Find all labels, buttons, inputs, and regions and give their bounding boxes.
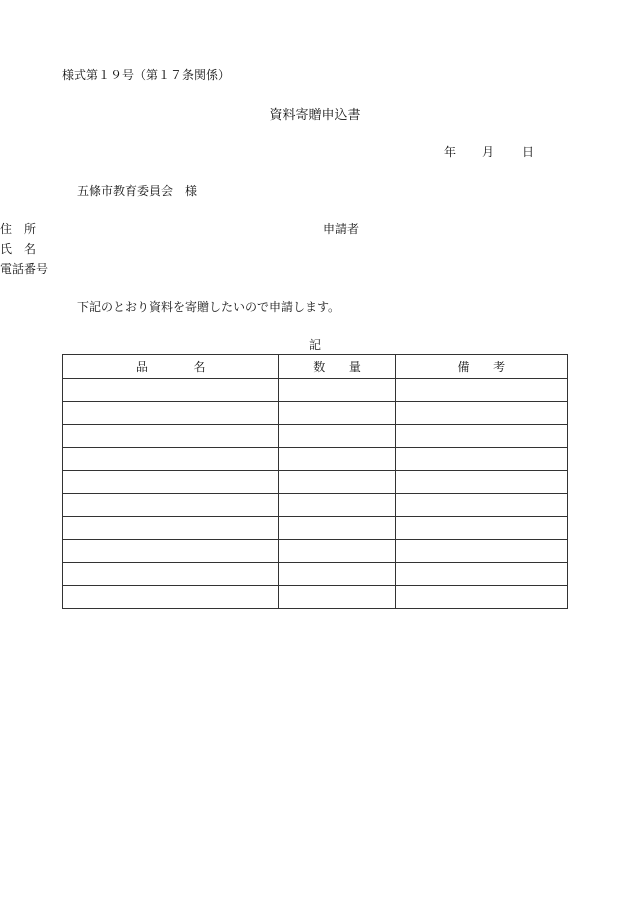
body-text: 下記のとおり資料を寄贈したいので申請します。 — [77, 300, 341, 314]
table-row — [63, 494, 568, 517]
cell-item-name[interactable] — [63, 517, 279, 540]
cell-remarks[interactable] — [395, 586, 567, 609]
cell-remarks[interactable] — [395, 448, 567, 471]
table-row — [63, 379, 568, 402]
date-day-label: 日 — [522, 145, 535, 159]
table-row — [63, 425, 568, 448]
cell-remarks[interactable] — [395, 425, 567, 448]
cell-remarks[interactable] — [395, 471, 567, 494]
table-row — [63, 402, 568, 425]
table-row — [63, 563, 568, 586]
header-item-name-char-1: 品 — [135, 360, 148, 374]
cell-quantity[interactable] — [279, 494, 395, 517]
cell-remarks[interactable] — [395, 563, 567, 586]
table-row — [63, 517, 568, 540]
cell-item-name[interactable] — [63, 540, 279, 563]
cell-remarks[interactable] — [395, 540, 567, 563]
table-header-row — [63, 355, 568, 379]
table-row — [63, 448, 568, 471]
cell-item-name[interactable] — [63, 471, 279, 494]
applicant-name-label: 氏 名 — [0, 242, 37, 256]
header-remarks-char-1: 備 — [457, 360, 470, 374]
cell-quantity[interactable] — [279, 586, 395, 609]
header-quantity-char-1: 数 — [313, 360, 326, 374]
cell-item-name[interactable] — [63, 448, 279, 471]
addressee: 五條市教育委員会 様 — [77, 184, 198, 198]
applicant-phone-label: 電話番号 — [0, 262, 49, 276]
cell-remarks[interactable] — [395, 402, 567, 425]
form-number: 様式第１９号（第１７条関係） — [62, 68, 231, 82]
cell-quantity[interactable] — [279, 379, 395, 402]
cell-item-name[interactable] — [63, 402, 279, 425]
cell-quantity[interactable] — [279, 517, 395, 540]
cell-quantity[interactable] — [279, 540, 395, 563]
cell-quantity[interactable] — [279, 402, 395, 425]
cell-item-name[interactable] — [63, 494, 279, 517]
cell-item-name[interactable] — [63, 586, 279, 609]
cell-item-name[interactable] — [63, 425, 279, 448]
applicant-label: 申請者 — [323, 222, 360, 236]
header-quantity-char-2: 量 — [348, 360, 361, 374]
ki-label: 記 — [308, 338, 321, 352]
cell-quantity[interactable] — [279, 425, 395, 448]
header-item-name — [63, 355, 279, 379]
cell-item-name[interactable] — [63, 379, 279, 402]
header-remarks-char-2: 考 — [493, 360, 506, 374]
cell-remarks[interactable] — [395, 379, 567, 402]
cell-quantity[interactable] — [279, 448, 395, 471]
table-row — [63, 586, 568, 609]
table-row — [63, 471, 568, 494]
cell-remarks[interactable] — [395, 517, 567, 540]
table-row — [63, 540, 568, 563]
header-remarks — [395, 355, 567, 379]
cell-item-name[interactable] — [63, 563, 279, 586]
applicant-address-label: 住 所 — [0, 222, 37, 236]
header-item-name-char-2: 名 — [193, 360, 206, 374]
cell-quantity[interactable] — [279, 471, 395, 494]
items-table — [62, 354, 568, 609]
document-title: 資料寄贈申込書 — [269, 108, 361, 123]
cell-quantity[interactable] — [279, 563, 395, 586]
date-month-label: 月 — [482, 145, 495, 159]
header-quantity — [279, 355, 395, 379]
cell-remarks[interactable] — [395, 494, 567, 517]
date-year-label: 年 — [444, 145, 457, 159]
